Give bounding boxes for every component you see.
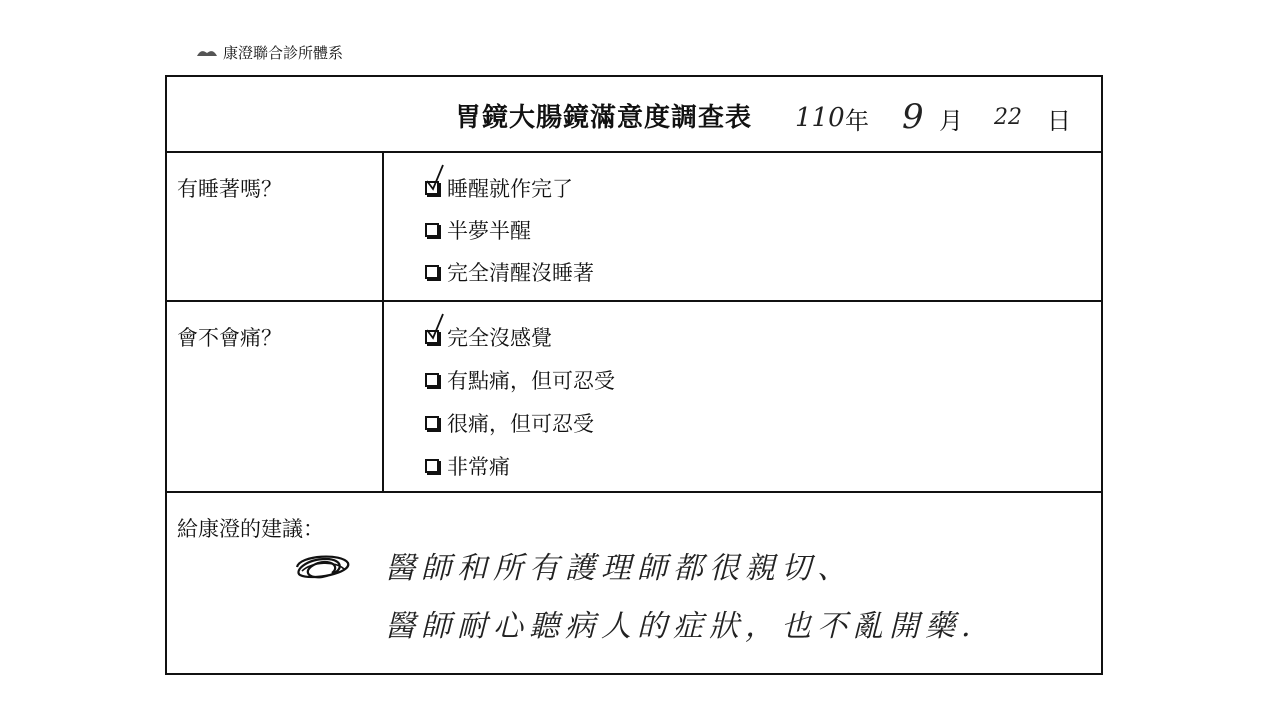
checkbox[interactable] — [425, 373, 439, 387]
date-day: 22 — [994, 105, 1022, 130]
option-text: 半夢半醒 — [447, 219, 531, 243]
survey-form — [165, 75, 1103, 675]
option-pain-2[interactable] — [425, 365, 615, 395]
header-org — [195, 42, 343, 63]
option-text: 完全清醒沒睡著 — [447, 261, 594, 285]
option-text: 完全沒感覺 — [447, 326, 552, 350]
option-text: 睡醒就作完了 — [447, 177, 573, 201]
checkmark-icon — [425, 163, 447, 193]
option-text: 有點痛，但可忍受 — [447, 369, 615, 393]
org-name: 康澄聯合診所體系 — [223, 44, 344, 62]
checkbox[interactable] — [425, 223, 439, 237]
checkbox[interactable] — [425, 416, 439, 430]
checkbox[interactable] — [425, 459, 439, 473]
question-pain-row — [167, 302, 1101, 493]
option-sleep-2[interactable] — [425, 215, 531, 245]
scribble-mark — [292, 551, 354, 583]
option-text: 非常痛 — [447, 455, 510, 479]
title-row — [167, 77, 1101, 153]
option-pain-4[interactable] — [425, 451, 510, 481]
column-divider — [382, 153, 384, 300]
column-divider — [382, 302, 384, 491]
date-month: 9 — [902, 97, 924, 137]
checkbox-checked[interactable] — [425, 330, 439, 344]
clinic-logo-icon — [195, 47, 219, 59]
question-sleep-row — [167, 153, 1101, 302]
date-month-unit: 月 — [939, 107, 963, 135]
checkbox[interactable] — [425, 265, 439, 279]
option-sleep-3[interactable] — [425, 257, 594, 287]
option-pain-1[interactable] — [425, 322, 552, 352]
checkmark-icon — [425, 312, 447, 342]
option-pain-3[interactable] — [425, 408, 594, 438]
handwritten-suggestion-line-1: 醫師和所有護理師都很親切、 — [385, 551, 853, 586]
date-year: 110 — [795, 103, 845, 133]
date-day-unit: 日 — [1047, 107, 1071, 135]
checkbox-checked[interactable] — [425, 181, 439, 195]
option-sleep-1[interactable] — [425, 173, 573, 203]
question-pain-label: 會不會痛？ — [177, 326, 282, 350]
form-title: 胃鏡大腸鏡滿意度調查表 — [455, 103, 753, 133]
option-text: 很痛，但可忍受 — [447, 412, 594, 436]
suggestion-section — [167, 493, 1101, 673]
handwritten-suggestion-line-2: 醫師耐心聽病人的症狀，也不亂開藥. — [385, 609, 977, 644]
question-sleep-label: 有睡著嗎？ — [177, 177, 282, 201]
suggestion-label: 給康澄的建議： — [177, 517, 324, 541]
date-year-unit: 年 — [845, 107, 869, 135]
